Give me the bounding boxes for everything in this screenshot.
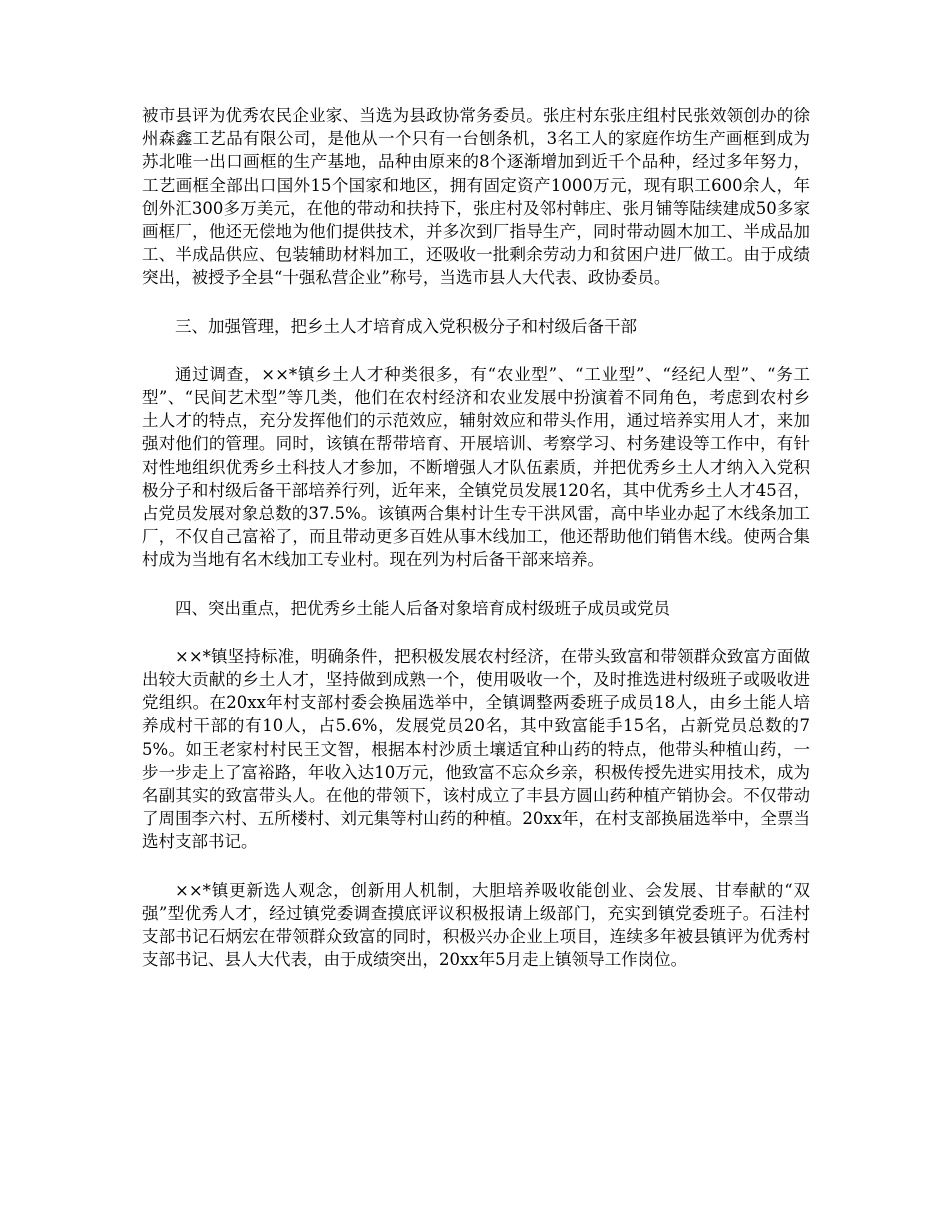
section-heading: 四、突出重点，把优秀乡土能人后备对象培育成村级班子成员或党员 — [175, 598, 670, 618]
body-paragraph: 被市县评为优秀农民企业家、当选为县政协常务委员。张庄村东张庄组村民张效领创办的徐州森鑫工艺品有限公司，是他从一个只有一台刨条机，3名工人的家庭作坊生产画框到成为苏北唯一出口画框的生产基地，品种由原来的8个逐渐增加到近千个品种，经过多年努力，工艺画框全部出口国外15个国家和地区，拥有固定资产1000万元，现有职工600余人，年创外汇300多万美元，在他的带动和扶持下，张庄村及邻村韩庄、张月铺等陆续建成50多家画框厂，他还无偿地为他们提供技术，并多次到厂指导生产，同时带动圆木加工、半成品加工、半成品供应、包装辅助材料加工，还吸收一批剩余劳动力和贫困户进厂做工。由于成绩突出，被授予全县“十强私营企业”称号，当选市县人大代表、政协委员。 — [142, 106, 810, 288]
body-paragraph: ××*镇坚持标准，明确条件，把积极发展农村经济，在带头致富和带领群众致富方面做出较大贡献的乡土人才，坚持做到成熟一个，使用吸收一个，及时推选进村级班子或吸收进党组织。在20xx年村支部村委会换届选举中，全镇调整两委班子成员18人，由乡土能人培养成村干部的有10人，占5.6%，发展党员20名，其中致富能手15名，占新党员总数的75%。如王老家村村民王文智，根据本村沙质土壤适宜种山药的特点，他带头种植山药，一步一步走上了富裕路，年收入达10万元，他致富不忘众乡亲，积极传授先进实用技术，成为名副其实的致富带头人。在他的带领下，该村成立了丰县方圆山药种植产销协会。不仅带动了周围李六村、五所楼村、刘元集等村山药的种植。20xx年，在村支部换届选举中，全票当选村支部书记。 — [142, 646, 810, 852]
body-paragraph: ××*镇更新选人观念，创新用人机制，大胆培养吸收能创业、会发展、甘奉献的“双强”型优秀人才，经过镇党委调查摸底评议积极报请上级部门，充实到镇党委班子。石洼村支部书记石炳宏在带领群众致富的同时，积极兴办企业上项目，连续多年被县镇评为优秀村支部书记、县人大代表，由于成绩突出，20xx年5月走上镇领导工作岗位。 — [142, 880, 810, 970]
document-page — [142, 104, 810, 997]
body-paragraph: 通过调查，××*镇乡土人才种类很多，有“农业型”、“工业型”、“经纪人型”、“务工型”、“民间艺术型”等几类，他们在农村经济和农业发展中扮演着不同角色，考虑到农村乡土人才的特点，充分发挥他们的示范效应，辅射效应和带头作用，通过培养实用人才，来加强对他们的管理。同时，该镇在帮带培育、开展培训、考察学习、村务建设等工作中，有针对性地组织优秀乡土科技人才参加，不断增强人才队伍素质，并把优秀乡土人才纳入入党积极分子和村级后备干部培养行列，近年来，全镇党员发展120名，其中优秀乡土人才45召，占党员发展对象总数的37.5%。该镇两合集村计生专干洪风雷，高中毕业办起了木线条加工厂，不仅自己富裕了，而且带动更多百姓从事木线加工，他还帮助他们销售木线。使两合集村成为当地有名木线加工专业村。现在列为村后备干部来培养。 — [142, 364, 810, 570]
section-heading: 三、加强管理，把乡土人才培育成入党积极分子和村级后备干部 — [175, 316, 637, 336]
